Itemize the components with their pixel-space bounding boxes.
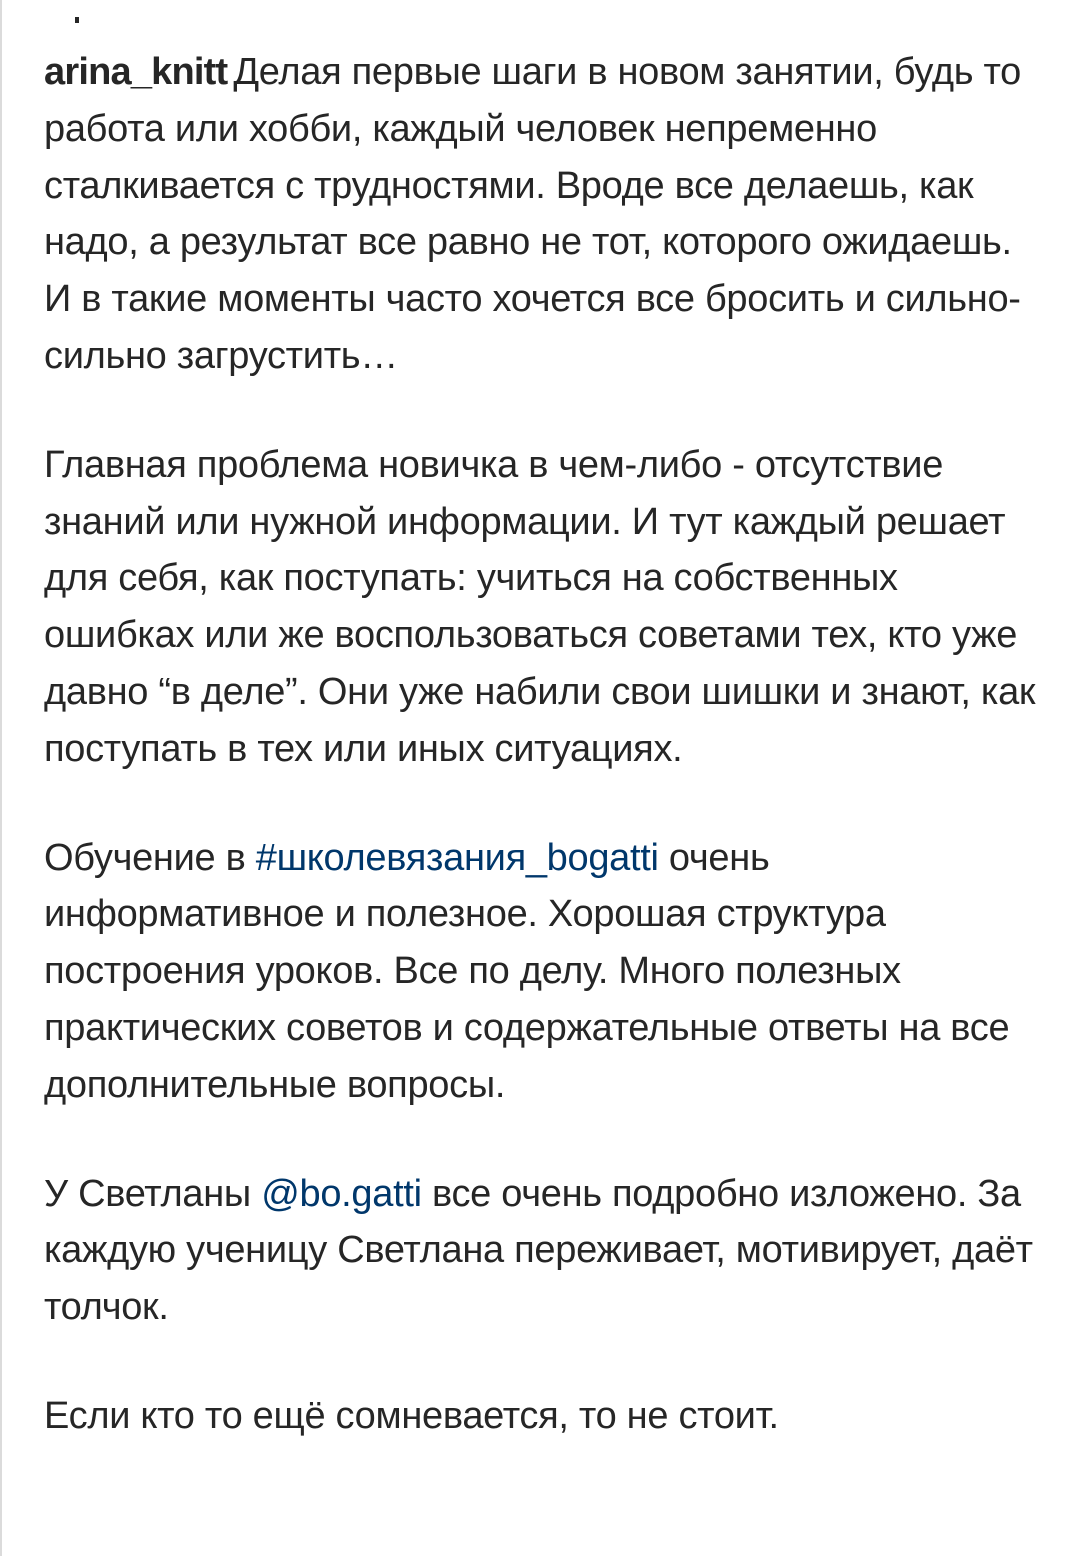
caption-text-3b: очень информативное и полезное. Хорошая структура построения уроков. Все по делу. Много полезных практических советов и содержательные ответы на все дополнительные вопросы. <box>44 836 1020 1106</box>
scroll-indicator <box>75 17 79 23</box>
left-border <box>0 0 2 1556</box>
hashtag-link[interactable]: #школевязания_bogatti <box>255 836 659 879</box>
caption-text-1: Делая первые шаги в новом занятии, будь то работа или хобби, каждый человек непременно сталкивается с трудностями. Вроде все делаешь, как надо, а результат все равно не тот, которого ожидаешь. И в такие моменты часто хочется все бросить и сильно-сильно загрустить… <box>44 51 1032 377</box>
post-caption <box>44 44 1044 1445</box>
caption-text-4b: все очень подробно изложено. За каждую ученицу Светлана переживает, мотивирует, даёт толчок. <box>44 1172 1044 1329</box>
username-link[interactable]: arina_knitt <box>44 51 228 93</box>
mention-link[interactable]: @bo.gatti <box>261 1172 422 1215</box>
caption-paragraph-2: Главная проблема новичка в чем-либо - отсутствие знаний или нужной информации. И тут каждый решает для себя, как поступать: учиться на собственных ошибках или же воспользоваться советами тех, кто уже давно “в деле”. Они уже набили свои шишки и знают, как поступать в тех или иных ситуациях. <box>44 443 1046 770</box>
caption-paragraph-3 <box>44 830 1044 1114</box>
caption-paragraph-4 <box>44 1166 1044 1336</box>
caption-paragraph-5: Если кто то ещё сомневается, то не стоит. <box>44 1394 779 1437</box>
caption-text-3a: Обучение в <box>44 836 256 879</box>
caption-text-4a: У Светланы <box>44 1172 262 1215</box>
caption-paragraph-1 <box>44 44 1044 385</box>
